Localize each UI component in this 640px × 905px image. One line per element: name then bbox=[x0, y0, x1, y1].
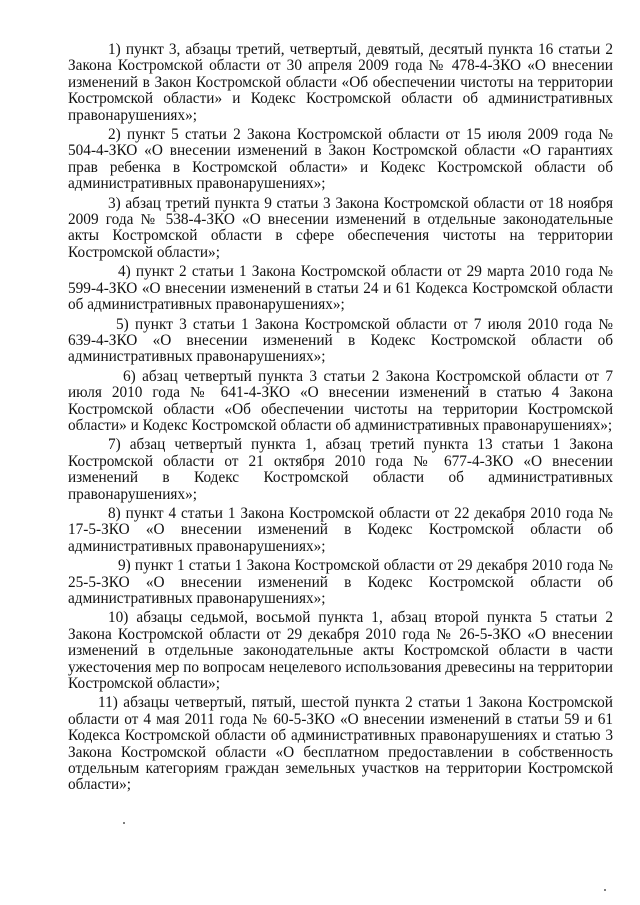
document-body bbox=[68, 42, 613, 797]
list-item: 4) пункт 2 статьи 1 Закона Костромской области от 29 марта 2010 года № 599-4-ЗКО «О внесении изменений в статьи 24 и 61 Кодекса Костромской области об административных правонарушениях»; bbox=[68, 263, 613, 314]
scan-speck bbox=[123, 822, 125, 824]
list-item: 3) абзац третий пункта 9 статьи 3 Закона Костромской области от 18 ноября 2009 года № 538-4-ЗКО «О внесении изменений в отдельные законодательные акты Костромской области в сфере обеспечения чистоты на территории Костромской области»; bbox=[68, 194, 613, 261]
scan-speck bbox=[604, 889, 606, 891]
list-item: 5) пункт 3 статьи 1 Закона Костромской области от 7 июля 2010 года № 639-4-ЗКО «О внесении изменений в Кодекс Костромской области об административных правонарушениях»; bbox=[68, 315, 613, 366]
list-item: 10) абзацы седьмой, восьмой пункта 1, абзац второй пункта 5 статьи 2 Закона Костромской области от 29 декабря 2010 года № 26-5-ЗКО «О внесении изменений в отдельные законодательные акты Костромской области в части ужесточения мер по вопросам нецелевого использования древесины на территории Костромской области»; bbox=[68, 609, 613, 693]
list-item: 7) абзац четвертый пункта 1, абзац третий пункта 13 статьи 1 Закона Костромской области от 21 октября 2010 года № 677-4-ЗКО «О внесении изменений в Кодекс Костромской области об административных правонарушениях»; bbox=[68, 436, 613, 503]
list-item: 9) пункт 1 статьи 1 Закона Костромской области от 29 декабря 2010 года № 25-5-ЗКО «О внесении изменений в Кодекс Костромской области об административных правонарушениях»; bbox=[68, 557, 613, 607]
list-item: 2) пункт 5 статьи 2 Закона Костромской области от 15 июля 2009 года № 504-4-ЗКО «О внесении изменений в Закон Костромской области «О гарантиях прав ребенка в Костромской области» и Кодекс Костромской области об административных правонарушениях»; bbox=[68, 126, 613, 193]
list-item: 11) абзацы четвертый, пятый, шестой пункта 2 статьи 1 Закона Костромской области от 4 мая 2011 года № 60-5-ЗКО «О внесении изменений в статьи 59 и 61 Кодекса Костромской области об административных правонарушениях и статью 3 Закона Костромской области «О бесплатном предоставлении в собственность отдельным категориям граждан земельных участков на территории Костромской области»; bbox=[68, 694, 613, 794]
list-item: 6) абзац четвертый пункта 3 статьи 2 Закона Костромской области от 7 июля 2010 года № 641-4-ЗКО «О внесении изменений в статью 4 Закона Костромской области «Об обеспечении чистоты на территории Костромской области» и Кодекс Костромской области об административных правонарушениях»; bbox=[68, 367, 613, 434]
list-item: 1) пункт 3, абзацы третий, четвертый, девятый, десятый пункта 16 статьи 2 Закона Костромской области от 30 апреля 2009 года № 478-4-ЗКО «О внесении изменений в Закон Костромской области «Об обеспечении чистоты на территории Костромской области» и Кодекс Костромской области об административных правонарушениях»; bbox=[68, 41, 613, 124]
list-item: 8) пункт 4 статьи 1 Закона Костромской области от 22 декабря 2010 года № 17-5-ЗКО «О внесении изменений в Кодекс Костромской области об административных правонарушениях»; bbox=[68, 504, 613, 555]
